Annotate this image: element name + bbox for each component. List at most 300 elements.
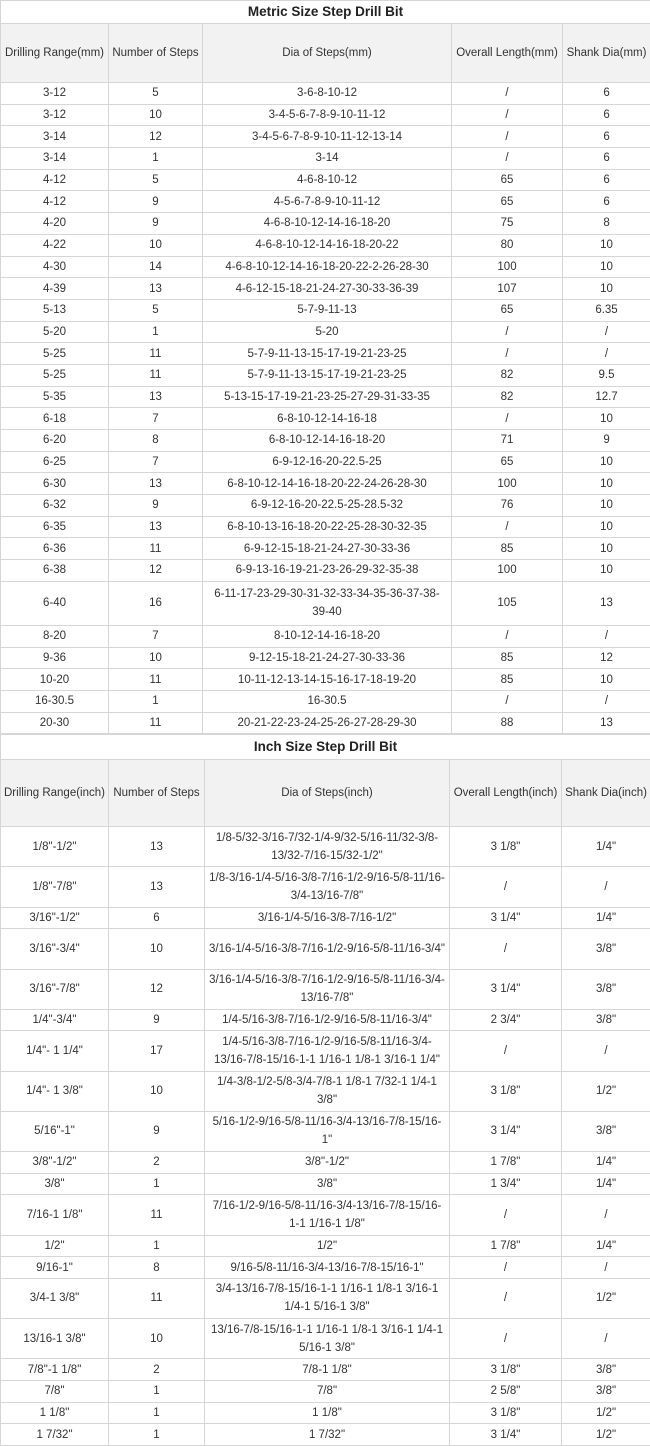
- table-cell: 6-11-17-23-29-30-31-32-33-34-35-36-37-38-39-40: [203, 581, 452, 625]
- table-cell: /: [452, 690, 563, 712]
- table-row: [1, 1235, 650, 1257]
- table-cell: 3-14: [203, 148, 452, 170]
- column-header: Dia of Steps(inch): [205, 760, 450, 827]
- table-row: [1, 234, 650, 256]
- table-cell: /: [452, 408, 563, 430]
- inch-size-table: [0, 734, 650, 1446]
- table-row: [1, 560, 650, 582]
- table-cell: 6-8-10-12-14-16-18: [203, 408, 452, 430]
- table-cell: 20-21-22-23-24-25-26-27-28-29-30: [203, 712, 452, 734]
- table-row: [1, 647, 650, 669]
- table-row: [1, 1111, 650, 1151]
- table-cell: 5/16-1/2-9/16-5/8-11/16-3/4-13/16-7/8-15/16-1": [205, 1111, 450, 1151]
- table-cell: 75: [452, 213, 563, 235]
- table-cell: 5: [109, 83, 203, 105]
- table-row: [1, 581, 650, 625]
- column-header: Drilling Range(mm): [1, 24, 109, 83]
- table-cell: 6-32: [1, 495, 109, 517]
- table-cell: 8: [109, 430, 203, 452]
- table-cell: /: [562, 1257, 650, 1279]
- table-cell: 5-25: [1, 364, 109, 386]
- table-cell: 85: [452, 538, 563, 560]
- table-cell: 2: [109, 1151, 205, 1173]
- table-cell: 13: [109, 827, 205, 867]
- table-cell: 3/4-13/16-7/8-15/16-1-1 1/16-1 1/8-1 3/16-1 1/4-1 5/16-1 3/8": [205, 1278, 450, 1318]
- table-cell: 3/16-1/4-5/16-3/8-7/16-1/2": [205, 907, 450, 929]
- table-cell: 3 1/8": [450, 1402, 562, 1424]
- table-cell: 3 1/8": [450, 1071, 562, 1111]
- table-cell: /: [452, 516, 563, 538]
- table-row: [1, 625, 650, 647]
- table-cell: 6-20: [1, 430, 109, 452]
- table-cell: /: [452, 104, 563, 126]
- table-cell: 10: [563, 538, 650, 560]
- table-cell: 1 1/8": [1, 1402, 109, 1424]
- table-cell: /: [450, 1031, 562, 1071]
- table-cell: 65: [452, 191, 563, 213]
- table-cell: 5-20: [203, 321, 452, 343]
- table-cell: 5-7-9-11-13-15-17-19-21-23-25: [203, 364, 452, 386]
- table-cell: 16: [109, 581, 203, 625]
- table-cell: 6-9-13-16-19-21-23-26-29-32-35-38: [203, 560, 452, 582]
- table-row: [1, 669, 650, 691]
- table-cell: 1/4"- 1 1/4": [1, 1031, 109, 1071]
- table-cell: 10: [563, 451, 650, 473]
- table-cell: 10: [563, 473, 650, 495]
- table-cell: 6: [109, 907, 205, 929]
- table-cell: 10: [563, 495, 650, 517]
- table-row: [1, 278, 650, 300]
- table-cell: 65: [452, 299, 563, 321]
- table-cell: 13: [109, 473, 203, 495]
- table-cell: 11: [109, 669, 203, 691]
- table-row: [1, 1195, 650, 1235]
- table-cell: 6: [563, 126, 650, 148]
- table-cell: 5: [109, 169, 203, 191]
- table-cell: 1: [109, 1235, 205, 1257]
- table-row: [1, 1319, 650, 1359]
- table-cell: 5: [109, 299, 203, 321]
- table-cell: 88: [452, 712, 563, 734]
- table-cell: 13/16-7/8-15/16-1-1 1/16-1 1/8-1 3/16-1 1/4-1 5/16-1 3/8": [205, 1319, 450, 1359]
- table-cell: 4-6-12-15-18-21-24-27-30-33-36-39: [203, 278, 452, 300]
- table-cell: 9: [563, 430, 650, 452]
- table-title: Metric Size Step Drill Bit: [1, 1, 650, 24]
- table-cell: /: [562, 1319, 650, 1359]
- table-row: [1, 929, 650, 969]
- table-cell: 1/2": [562, 1402, 650, 1424]
- table-cell: 3-14: [1, 126, 109, 148]
- table-cell: 2: [109, 1359, 205, 1381]
- table-cell: 1/8-3/16-1/4-5/16-3/8-7/16-1/2-9/16-5/8-11/16-3/4-13/16-7/8": [205, 867, 450, 907]
- table-cell: 13: [563, 581, 650, 625]
- table-cell: 1: [109, 690, 203, 712]
- table-cell: 85: [452, 647, 563, 669]
- table-cell: 14: [109, 256, 203, 278]
- table-cell: 1: [109, 321, 203, 343]
- table-cell: 6-38: [1, 560, 109, 582]
- table-cell: 3 1/8": [450, 1359, 562, 1381]
- table-row: [1, 1257, 650, 1279]
- column-header: Shank Dia(mm): [563, 24, 650, 83]
- table-cell: 7: [109, 451, 203, 473]
- column-header: Number of Steps: [109, 760, 205, 827]
- table-cell: 3-14: [1, 148, 109, 170]
- table-cell: 3/8": [562, 1009, 650, 1031]
- table-cell: 6-9-12-15-18-21-24-27-30-33-36: [203, 538, 452, 560]
- table-cell: 1/8-5/32-3/16-7/32-1/4-9/32-5/16-11/32-3/8-13/32-7/16-15/32-1/2": [205, 827, 450, 867]
- table-cell: 10: [563, 516, 650, 538]
- table-cell: 9/16-1": [1, 1257, 109, 1279]
- table-cell: 107: [452, 278, 563, 300]
- table-cell: 2 5/8": [450, 1380, 562, 1402]
- table-row: [1, 256, 650, 278]
- table-cell: 1/2": [562, 1278, 650, 1318]
- table-cell: 1/4"-3/4": [1, 1009, 109, 1031]
- table-cell: 85: [452, 669, 563, 691]
- table-row: [1, 213, 650, 235]
- table-cell: 5-7-9-11-13: [203, 299, 452, 321]
- table-cell: 4-20: [1, 213, 109, 235]
- table-cell: 2 3/4": [450, 1009, 562, 1031]
- table-row: [1, 169, 650, 191]
- table-cell: 4-6-8-10-12: [203, 169, 452, 191]
- table-cell: 1 1/8": [205, 1402, 450, 1424]
- table-cell: 3/16"-3/4": [1, 929, 109, 969]
- table-cell: 10: [563, 234, 650, 256]
- table-cell: 3-6-8-10-12: [203, 83, 452, 105]
- table-cell: 3 1/8": [450, 827, 562, 867]
- table-row: [1, 126, 650, 148]
- table-cell: /: [452, 83, 563, 105]
- table-cell: 4-22: [1, 234, 109, 256]
- table-cell: 16-30.5: [203, 690, 452, 712]
- table-cell: 8: [109, 1257, 205, 1279]
- column-header: Overall Length(mm): [452, 24, 563, 83]
- table-cell: 10: [109, 1319, 205, 1359]
- table-cell: 9-36: [1, 647, 109, 669]
- table-cell: 6.35: [563, 299, 650, 321]
- table-cell: 4-6-8-10-12-14-16-18-20: [203, 213, 452, 235]
- table-cell: 7/8"-1 1/8": [1, 1359, 109, 1381]
- table-cell: 9: [109, 213, 203, 235]
- table-cell: 12: [109, 126, 203, 148]
- table-cell: 5-13: [1, 299, 109, 321]
- table-cell: /: [450, 1257, 562, 1279]
- table-cell: /: [452, 126, 563, 148]
- table-cell: 10: [109, 234, 203, 256]
- table-cell: 3/8": [562, 929, 650, 969]
- table-row: [1, 299, 650, 321]
- table-cell: 100: [452, 473, 563, 495]
- table-cell: 76: [452, 495, 563, 517]
- table-cell: /: [563, 690, 650, 712]
- table-cell: 1 7/32": [205, 1424, 450, 1446]
- table-body: [1, 83, 650, 734]
- table-cell: 8-20: [1, 625, 109, 647]
- table-cell: 17: [109, 1031, 205, 1071]
- table-cell: /: [563, 321, 650, 343]
- table-cell: 6-35: [1, 516, 109, 538]
- table-cell: 12: [109, 969, 205, 1009]
- table-cell: 5-7-9-11-13-15-17-19-21-23-25: [203, 343, 452, 365]
- table-cell: 7: [109, 408, 203, 430]
- table-cell: 6-9-12-16-20-22.5-25: [203, 451, 452, 473]
- table-cell: 5-20: [1, 321, 109, 343]
- table-cell: 10-11-12-13-14-15-16-17-18-19-20: [203, 669, 452, 691]
- table-cell: 7/8-1 1/8": [205, 1359, 450, 1381]
- table-cell: 9: [109, 191, 203, 213]
- table-cell: 3/8"-1/2": [205, 1151, 450, 1173]
- table-cell: 11: [109, 364, 203, 386]
- table-cell: 4-6-8-10-12-14-16-18-20-22: [203, 234, 452, 256]
- table-cell: 1 7/8": [450, 1151, 562, 1173]
- table-row: [1, 83, 650, 105]
- table-row: [1, 1173, 650, 1195]
- table-cell: 3/16-1/4-5/16-3/8-7/16-1/2-9/16-5/8-11/16-3/4-13/16-7/8": [205, 969, 450, 1009]
- table-cell: 3/16"-7/8": [1, 969, 109, 1009]
- table-row: [1, 516, 650, 538]
- table-row: [1, 969, 650, 1009]
- table-cell: 3-12: [1, 83, 109, 105]
- table-cell: 3/8": [562, 1111, 650, 1151]
- table-cell: 82: [452, 364, 563, 386]
- table-cell: 10: [563, 256, 650, 278]
- table-cell: 7/8": [1, 1380, 109, 1402]
- table-row: [1, 538, 650, 560]
- table-cell: 10: [563, 408, 650, 430]
- table-cell: 5-35: [1, 386, 109, 408]
- table-cell: 100: [452, 560, 563, 582]
- table-cell: 9: [109, 1009, 205, 1031]
- table-cell: 6-9-12-16-20-22.5-25-28.5-32: [203, 495, 452, 517]
- table-cell: 6-30: [1, 473, 109, 495]
- table-row: [1, 451, 650, 473]
- table-cell: 13: [109, 386, 203, 408]
- table-row: [1, 1151, 650, 1173]
- table-cell: 10: [109, 647, 203, 669]
- table-cell: 6-40: [1, 581, 109, 625]
- table-cell: 6: [563, 104, 650, 126]
- table-cell: 1/4": [562, 1235, 650, 1257]
- table-cell: /: [562, 1031, 650, 1071]
- table-cell: 65: [452, 451, 563, 473]
- table-cell: 11: [109, 1278, 205, 1318]
- table-cell: 3 1/4": [450, 1424, 562, 1446]
- table-cell: 3/16"-1/2": [1, 907, 109, 929]
- table-cell: 11: [109, 712, 203, 734]
- table-cell: 20-30: [1, 712, 109, 734]
- table-row: [1, 191, 650, 213]
- table-cell: 1/4": [562, 907, 650, 929]
- table-cell: 13: [109, 278, 203, 300]
- table-cell: 10: [109, 104, 203, 126]
- table-cell: /: [452, 321, 563, 343]
- table-row: [1, 495, 650, 517]
- table-cell: 3/8": [562, 1359, 650, 1381]
- table-cell: 3/8"-1/2": [1, 1151, 109, 1173]
- table-cell: 8: [563, 213, 650, 235]
- table-cell: /: [452, 625, 563, 647]
- table-cell: 5/16"-1": [1, 1111, 109, 1151]
- table-cell: 12.7: [563, 386, 650, 408]
- table-cell: 1/2": [562, 1424, 650, 1446]
- table-cell: /: [450, 867, 562, 907]
- table-row: [1, 1009, 650, 1031]
- table-row: [1, 1278, 650, 1318]
- table-cell: 6-8-10-12-14-16-18-20-22-24-26-28-30: [203, 473, 452, 495]
- table-cell: 5-13-15-17-19-21-23-25-27-29-31-33-35: [203, 386, 452, 408]
- table-cell: /: [452, 343, 563, 365]
- table-row: [1, 1424, 650, 1446]
- table-cell: 7/16-1/2-9/16-5/8-11/16-3/4-13/16-7/8-15/16-1-1 1/16-1 1/8": [205, 1195, 450, 1235]
- table-row: [1, 430, 650, 452]
- table-cell: 9-12-15-18-21-24-27-30-33-36: [203, 647, 452, 669]
- table-cell: 3-4-5-6-7-8-9-10-11-12-13-14: [203, 126, 452, 148]
- table-cell: 3 1/4": [450, 969, 562, 1009]
- table-cell: 10: [109, 1071, 205, 1111]
- table-cell: 6-8-10-13-16-18-20-22-25-28-30-32-35: [203, 516, 452, 538]
- table-row: [1, 386, 650, 408]
- table-cell: 3-4-5-6-7-8-9-10-11-12: [203, 104, 452, 126]
- table-cell: 3/16-1/4-5/16-3/8-7/16-1/2-9/16-5/8-11/16-3/4": [205, 929, 450, 969]
- table-cell: 1/4": [562, 827, 650, 867]
- table-cell: 9: [109, 495, 203, 517]
- table-cell: 11: [109, 1195, 205, 1235]
- table-cell: /: [563, 625, 650, 647]
- table-cell: /: [452, 148, 563, 170]
- table-row: [1, 1380, 650, 1402]
- table-cell: 1/2": [205, 1235, 450, 1257]
- column-header: Drilling Range(inch): [1, 760, 109, 827]
- table-cell: 1: [109, 148, 203, 170]
- table-cell: 13: [109, 516, 203, 538]
- table-cell: 6: [563, 169, 650, 191]
- table-cell: 7/16-1 1/8": [1, 1195, 109, 1235]
- table-cell: 100: [452, 256, 563, 278]
- table-cell: 11: [109, 343, 203, 365]
- table-cell: 10: [563, 560, 650, 582]
- table-body: [1, 827, 650, 1446]
- table-cell: 1/8"-7/8": [1, 867, 109, 907]
- table-cell: 6: [563, 191, 650, 213]
- table-cell: 4-12: [1, 191, 109, 213]
- table-cell: 65: [452, 169, 563, 191]
- table-cell: /: [450, 1195, 562, 1235]
- table-cell: 6: [563, 148, 650, 170]
- table-cell: 6-18: [1, 408, 109, 430]
- table-cell: /: [450, 1319, 562, 1359]
- table-cell: /: [450, 929, 562, 969]
- table-cell: 1: [109, 1402, 205, 1424]
- table-cell: 1/4-5/16-3/8-7/16-1/2-9/16-5/8-11/16-3/4": [205, 1009, 450, 1031]
- table-row: [1, 1031, 650, 1071]
- table-cell: 3/8": [1, 1173, 109, 1195]
- table-cell: 11: [109, 538, 203, 560]
- table-cell: 10: [563, 278, 650, 300]
- table-cell: 1/2": [562, 1071, 650, 1111]
- table-cell: 6: [563, 83, 650, 105]
- table-row: [1, 1359, 650, 1381]
- table-cell: 1/4"- 1 3/8": [1, 1071, 109, 1111]
- table-cell: 1: [109, 1173, 205, 1195]
- table-cell: 1/4": [562, 1151, 650, 1173]
- table-row: [1, 827, 650, 867]
- table-cell: 1 7/32": [1, 1424, 109, 1446]
- table-cell: 6-36: [1, 538, 109, 560]
- table-cell: 1: [109, 1380, 205, 1402]
- table-cell: 105: [452, 581, 563, 625]
- table-cell: 6-25: [1, 451, 109, 473]
- table-row: [1, 104, 650, 126]
- table-cell: 1 7/8": [450, 1235, 562, 1257]
- table-cell: 1 3/4": [450, 1173, 562, 1195]
- table-cell: 1/4-5/16-3/8-7/16-1/2-9/16-5/8-11/16-3/4-13/16-7/8-15/16-1-1 1/16-1 1/8-1 3/16-1 1/4": [205, 1031, 450, 1071]
- table-cell: 6-8-10-12-14-16-18-20: [203, 430, 452, 452]
- table-cell: 3/8": [562, 1380, 650, 1402]
- table-title: Inch Size Step Drill Bit: [1, 735, 650, 760]
- table-cell: 1/8"-1/2": [1, 827, 109, 867]
- table-row: [1, 1071, 650, 1111]
- table-cell: 1: [109, 1424, 205, 1446]
- table-cell: 12: [109, 560, 203, 582]
- table-cell: /: [563, 343, 650, 365]
- table-cell: 13: [109, 867, 205, 907]
- table-cell: 1/2": [1, 1235, 109, 1257]
- table-cell: 71: [452, 430, 563, 452]
- column-header: Overall Length(inch): [450, 760, 562, 827]
- table-cell: /: [562, 867, 650, 907]
- table-cell: 4-6-8-10-12-14-16-18-20-22-2-26-28-30: [203, 256, 452, 278]
- table-row: [1, 364, 650, 386]
- table-cell: 1/4": [562, 1173, 650, 1195]
- table-cell: 7/8": [205, 1380, 450, 1402]
- table-cell: 16-30.5: [1, 690, 109, 712]
- column-header: Number of Steps: [109, 24, 203, 83]
- table-cell: 3 1/4": [450, 1111, 562, 1151]
- table-cell: 9.5: [563, 364, 650, 386]
- table-row: [1, 321, 650, 343]
- table-cell: 8-10-12-14-16-18-20: [203, 625, 452, 647]
- table-cell: 3/4-1 3/8": [1, 1278, 109, 1318]
- table-cell: 4-39: [1, 278, 109, 300]
- table-row: [1, 690, 650, 712]
- table-cell: 13: [563, 712, 650, 734]
- table-cell: 4-30: [1, 256, 109, 278]
- table-cell: 3/8": [562, 969, 650, 1009]
- table-cell: 5-25: [1, 343, 109, 365]
- table-cell: 9/16-5/8-11/16-3/4-13/16-7/8-15/16-1": [205, 1257, 450, 1279]
- table-cell: 3 1/4": [450, 907, 562, 929]
- column-header: Shank Dia(inch): [562, 760, 650, 827]
- table-row: [1, 712, 650, 734]
- table-cell: 3-12: [1, 104, 109, 126]
- table-cell: 10: [563, 669, 650, 691]
- table-cell: /: [450, 1278, 562, 1318]
- table-row: [1, 1402, 650, 1424]
- table-cell: 13/16-1 3/8": [1, 1319, 109, 1359]
- table-cell: 1/4-3/8-1/2-5/8-3/4-7/8-1 1/8-1 7/32-1 1/4-1 3/8": [205, 1071, 450, 1111]
- table-cell: 4-12: [1, 169, 109, 191]
- table-cell: 10-20: [1, 669, 109, 691]
- table-cell: /: [562, 1195, 650, 1235]
- table-cell: 7: [109, 625, 203, 647]
- table-row: [1, 408, 650, 430]
- table-cell: 9: [109, 1111, 205, 1151]
- table-cell: 80: [452, 234, 563, 256]
- table-cell: 82: [452, 386, 563, 408]
- table-cell: 10: [109, 929, 205, 969]
